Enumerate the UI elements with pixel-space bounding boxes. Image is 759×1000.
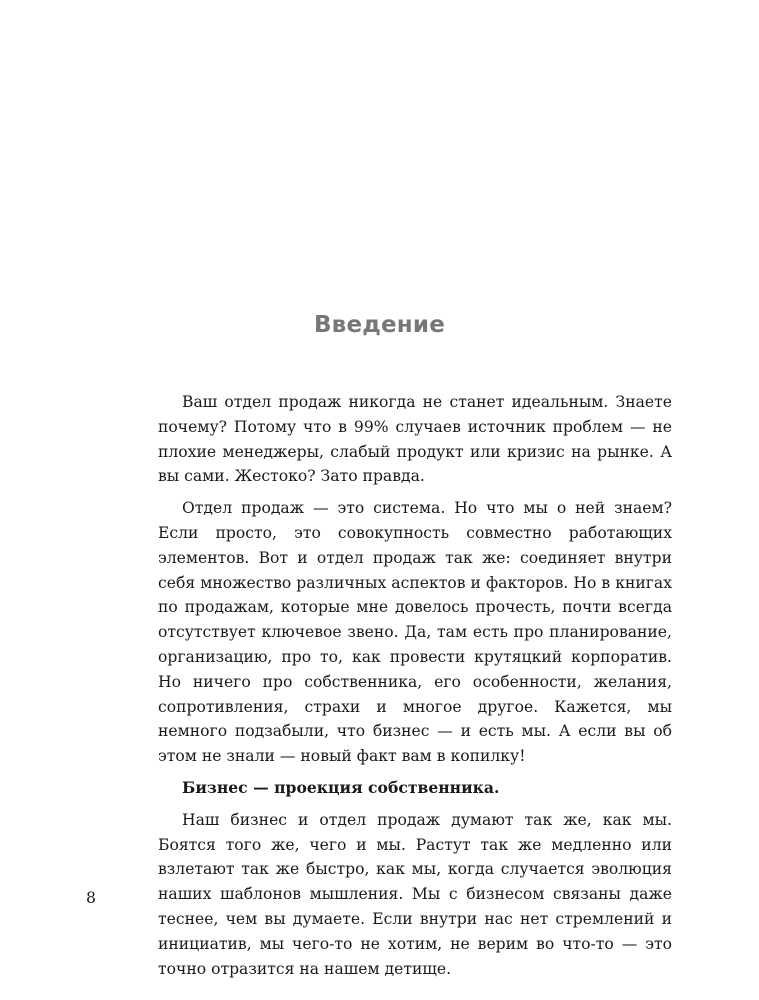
paragraph-1: Ваш отдел продаж никогда не станет идеальным. Знаете почему? Потому что в 99% случаев источник проблем — не плохие менеджеры, слабый продукт или кризис на рынке. А вы сами. Жестоко? Зато правда.	[158, 393, 672, 486]
paragraph-2: Отдел продаж — это система. Но что мы о ней знаем? Если просто, это совокупность совместно работающих элементов. Вот и отдел продаж так же: соединяет внутри себя множество различных аспектов и факторов. Но в книгах по продажам, которые мне довелось прочесть, почти всегда отсутствует ключевое звено. Да, там есть про планирование, организацию, про то, как провести крутяцкий корпоратив. Но ничего про собственника, его особенности, желания, сопротивления, страхи и многое другое. Кажется, мы немного подзабыли, что бизнес — и есть мы. А если вы об этом не знали — новый факт вам в копилку!	[158, 499, 672, 766]
body-text	[158, 390, 672, 988]
page-number: 8	[86, 889, 96, 907]
chapter-title: Введение	[313, 312, 446, 338]
paragraph-3: Наш бизнес и отдел продаж думают так же, как мы. Боятся того же, чего и мы. Растут так же медленно или взлетают так же быстро, как мы, когда случается эволюция наших шаблонов мышления. Мы с бизнесом связаны даже теснее, чем вы думаете. Если внутри нас нет стремлений и инициатив, мы чего-то не хотим, не верим во что-то — это точно отразится на нашем детище.	[158, 810, 672, 978]
bold-statement: Бизнес — проекция собственника.	[182, 777, 500, 797]
